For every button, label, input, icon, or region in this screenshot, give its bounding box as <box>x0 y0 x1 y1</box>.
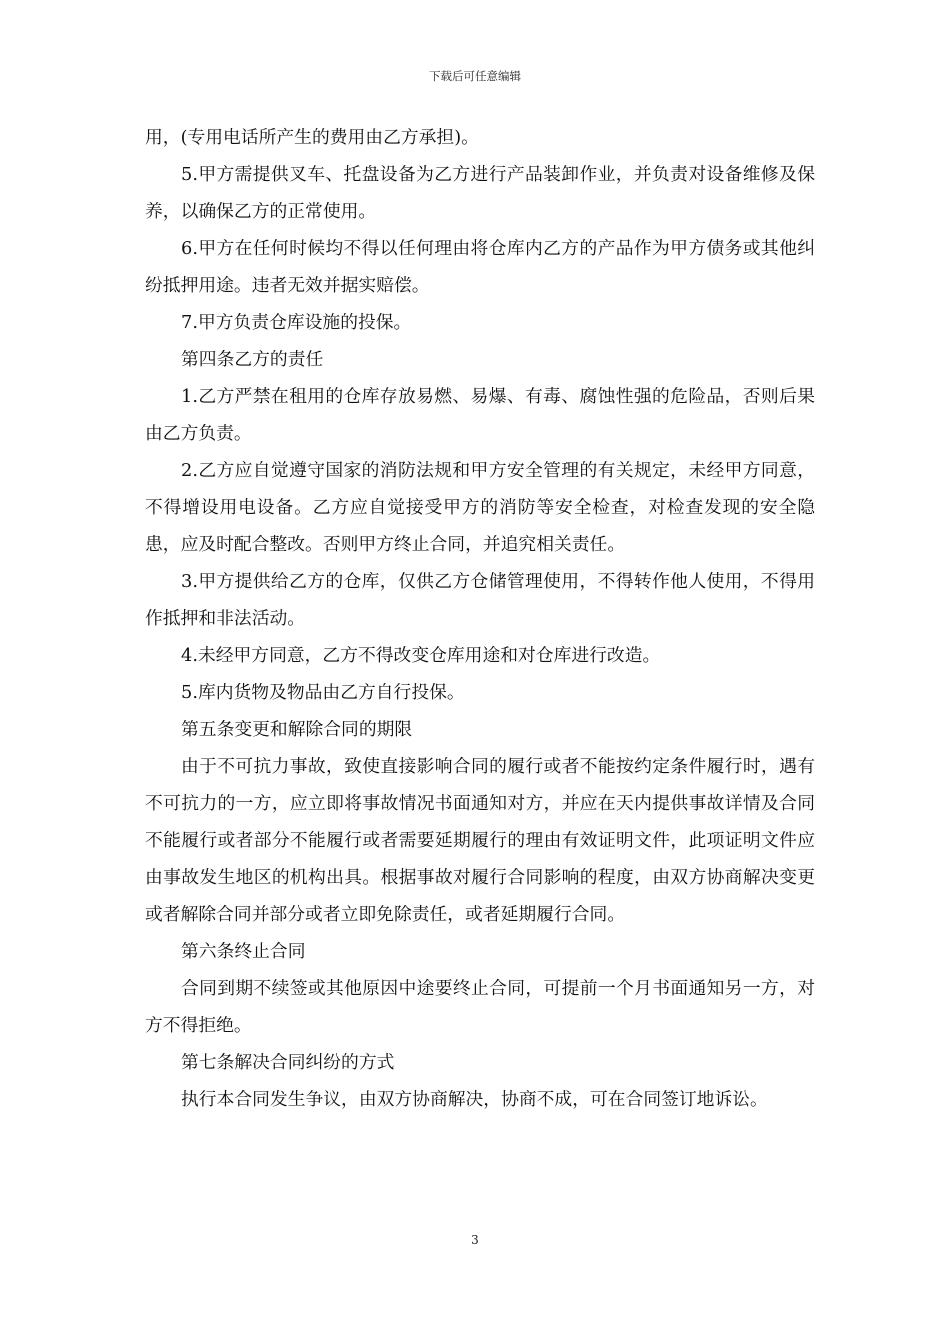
paragraph: 3.甲方提供给乙方的仓库，仅供乙方仓储管理使用，不得转作他人使用，不得用作抵押和非法活动。 <box>145 571 815 629</box>
paragraph: 用，(专用电话所产生的费用由乙方承担)。 <box>145 127 479 148</box>
paragraph: 由于不可抗力事故，致使直接影响合同的履行或者不能按约定条件履行时，遇有不可抗力的一方，应立即将事故情况书面通知对方，并应在天内提供事故详情及合同不能履行或者部分不能履行或者需要延期履行的理由有效证明文件，此项证明文件应由事故发生地区的机构出具。根据事故对履行合同影响的程度，由双方协商解决变更或者解除合同并部分或者立即免除责任，或者延期履行合同。 <box>145 756 815 925</box>
paragraph: 7.甲方负责仓库设施的投保。 <box>181 312 412 333</box>
document-body <box>145 119 815 1118</box>
paragraph: 1.乙方严禁在租用的仓库存放易燃、易爆、有毒、腐蚀性强的危险品，否则后果由乙方负责。 <box>145 386 815 444</box>
section-heading: 第七条解决合同纠纷的方式 <box>181 1052 395 1073</box>
section-heading: 第五条变更和解除合同的期限 <box>181 719 413 740</box>
paragraph: 2.乙方应自觉遵守国家的消防法规和甲方安全管理的有关规定，未经甲方同意，不得增设用电设备。乙方应自觉接受甲方的消防等安全检查，对检查发现的安全隐患，应及时配合整改。否则甲方终止合同，并追究相关责任。 <box>145 460 815 555</box>
paragraph: 4.未经甲方同意，乙方不得改变仓库用途和对仓库进行改造。 <box>181 645 661 666</box>
page-number: 3 <box>471 1233 479 1247</box>
section-heading: 第四条乙方的责任 <box>181 349 324 370</box>
paragraph: 6.甲方在任何时候均不得以任何理由将仓库内乙方的产品作为甲方债务或其他纠纷抵押用途。违者无效并据实赔偿。 <box>145 238 815 296</box>
page-header: 下载后可任意编辑 <box>429 69 521 83</box>
section-heading: 第六条终止合同 <box>181 941 306 962</box>
paragraph: 执行本合同发生争议，由双方协商解决，协商不成，可在合同签订地诉讼。 <box>181 1089 768 1110</box>
paragraph: 合同到期不续签或其他原因中途要终止合同，可提前一个月书面通知另一方，对方不得拒绝。 <box>145 978 815 1036</box>
paragraph: 5.甲方需提供叉车、托盘设备为乙方进行产品装卸作业，并负责对设备维修及保养，以确保乙方的正常使用。 <box>145 164 815 222</box>
paragraph: 5.库内货物及物品由乙方自行投保。 <box>181 682 465 703</box>
